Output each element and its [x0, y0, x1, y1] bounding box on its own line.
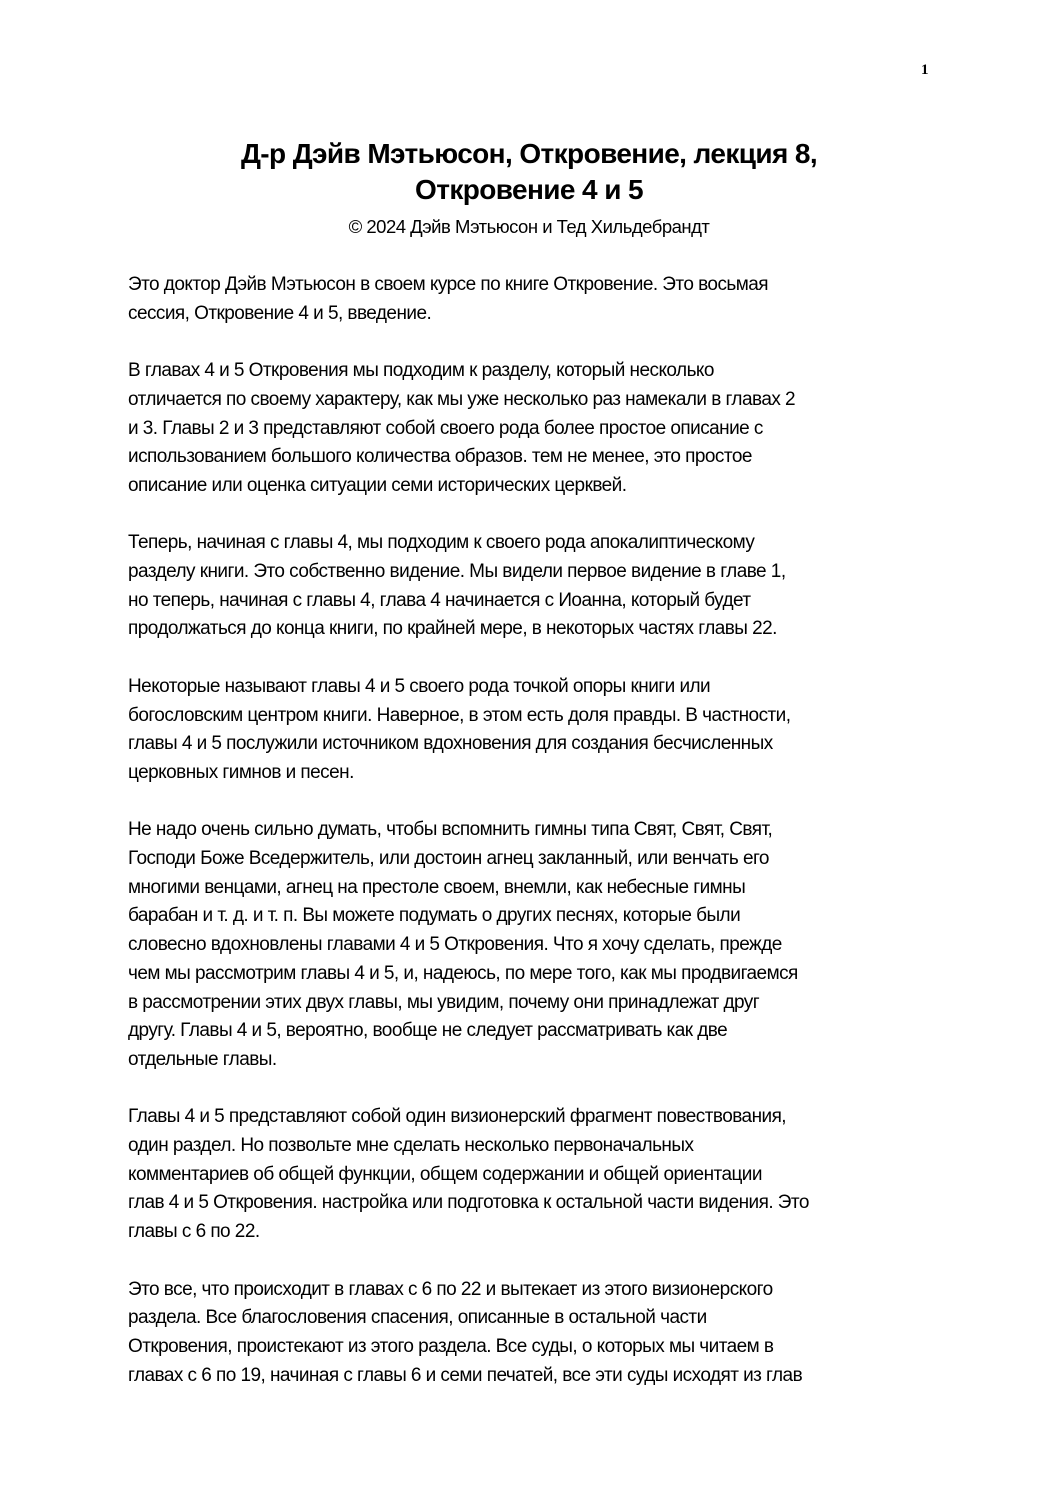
text-line: разделу книги. Это собственно видение. Мы видели первое видение в главе 1, [128, 561, 786, 582]
paragraph [128, 529, 948, 644]
text-line: главы 4 и 5 послужили источником вдохновения для создания бесчисленных [128, 733, 773, 755]
text-line: использованием большого количества образов. тем не менее, это простое [128, 446, 752, 468]
text-line: богословским центром книги. Наверное, в этом есть доля правды. В частности, [128, 704, 791, 726]
text-line: барабан и т. д. и т. п. Вы можете подумать о других песнях, которые были [128, 905, 741, 927]
paragraph [128, 1276, 948, 1391]
text-line: и 3. Главы 2 и 3 представляют собой своего рода более простое описание с [128, 417, 763, 439]
text-line: описание или оценка ситуации семи исторических церквей. [128, 474, 627, 496]
text-line: Не надо очень сильно думать, чтобы вспомнить гимны типа Свят, Свят, Свят, [128, 819, 773, 841]
title-line: Д-р Дэйв Мэтьюсон, Откровение, лекция 8, [240, 138, 818, 169]
text-line: Это доктор Дэйв Мэтьюсон в своем курсе по книге Откровение. Это восьмая [128, 274, 769, 295]
text-line: отличается по своему характеру, как мы уже несколько раз намекали в главах 2 [128, 388, 796, 410]
page-number: 1 [921, 62, 929, 78]
copyright-line: © 2024 Дэйв Мэтьюсон и Тед Хильдебрандт [348, 216, 710, 237]
text-line: в рассмотрении этих двух главы, мы увидим, почему они принадлежат друг [128, 991, 760, 1013]
text-line: раздела. Все благословения спасения, описанные в остальной части [128, 1307, 707, 1329]
text-line: но теперь, начиная с главы 4, глава 4 начинается с Иоанна, который будет [128, 589, 751, 611]
text-line: Теперь, начиная с главы 4, мы подходим к своего рода апокалиптическому [128, 532, 755, 554]
paragraph [128, 816, 948, 1074]
text-line: многими венцами, агнец на престоле своем, внемли, как небесные гимны [128, 876, 746, 898]
text-line: В главах 4 и 5 Откровения мы подходим к разделу, который несколько [128, 360, 714, 382]
paragraph [128, 1103, 948, 1247]
title-line: Откровение 4 и 5 [415, 174, 643, 205]
text-line: глав 4 и 5 Откровения. настройка или подготовка к остальной части видения. Это [128, 1192, 809, 1214]
text-line: один раздел. Но позвольте мне сделать несколько первоначальных [128, 1135, 694, 1157]
text-line: главах с 6 по 19, начиная с главы 6 и семи печатей, все эти суды исходят из глав [128, 1364, 803, 1386]
text-line: Господи Боже Вседержитель, или достоин агнец закланный, или венчать его [128, 848, 769, 869]
document-body [128, 271, 948, 1419]
document-title [0, 136, 1058, 208]
text-line: сессия, Откровение 4 и 5, введение. [128, 302, 432, 324]
text-line: комментариев об общей функции, общем содержании и общей ориентации [128, 1163, 762, 1185]
text-line: Откровения, проистекают из этого раздела. Все суды, о которых мы читаем в [128, 1335, 774, 1357]
paragraph [128, 271, 948, 328]
text-line: другу. Главы 4 и 5, вероятно, вообще не следует рассматривать как две [128, 1020, 728, 1042]
paragraph [128, 357, 948, 501]
text-line: продолжаться до конца книги, по крайней мере, в некоторых частях главы 22. [128, 618, 777, 640]
text-line: Некоторые называют главы 4 и 5 своего рода точкой опоры книги или [128, 675, 711, 697]
text-line: отдельные главы. [128, 1048, 277, 1070]
text-line: Главы 4 и 5 представляют собой один визионерский фрагмент повествования, [128, 1106, 787, 1128]
text-line: Это все, что происходит в главах с 6 по 22 и вытекает из этого визионерского [128, 1278, 773, 1300]
text-line: словесно вдохновлены главами 4 и 5 Откровения. Что я хочу сделать, прежде [128, 934, 782, 956]
paragraph [128, 673, 948, 788]
text-line: церковных гимнов и песен. [128, 761, 354, 783]
text-line: чем мы рассмотрим главы 4 и 5, и, надеюсь, по мере того, как мы продвигаемся [128, 962, 798, 984]
text-line: главы с 6 по 22. [128, 1221, 260, 1243]
